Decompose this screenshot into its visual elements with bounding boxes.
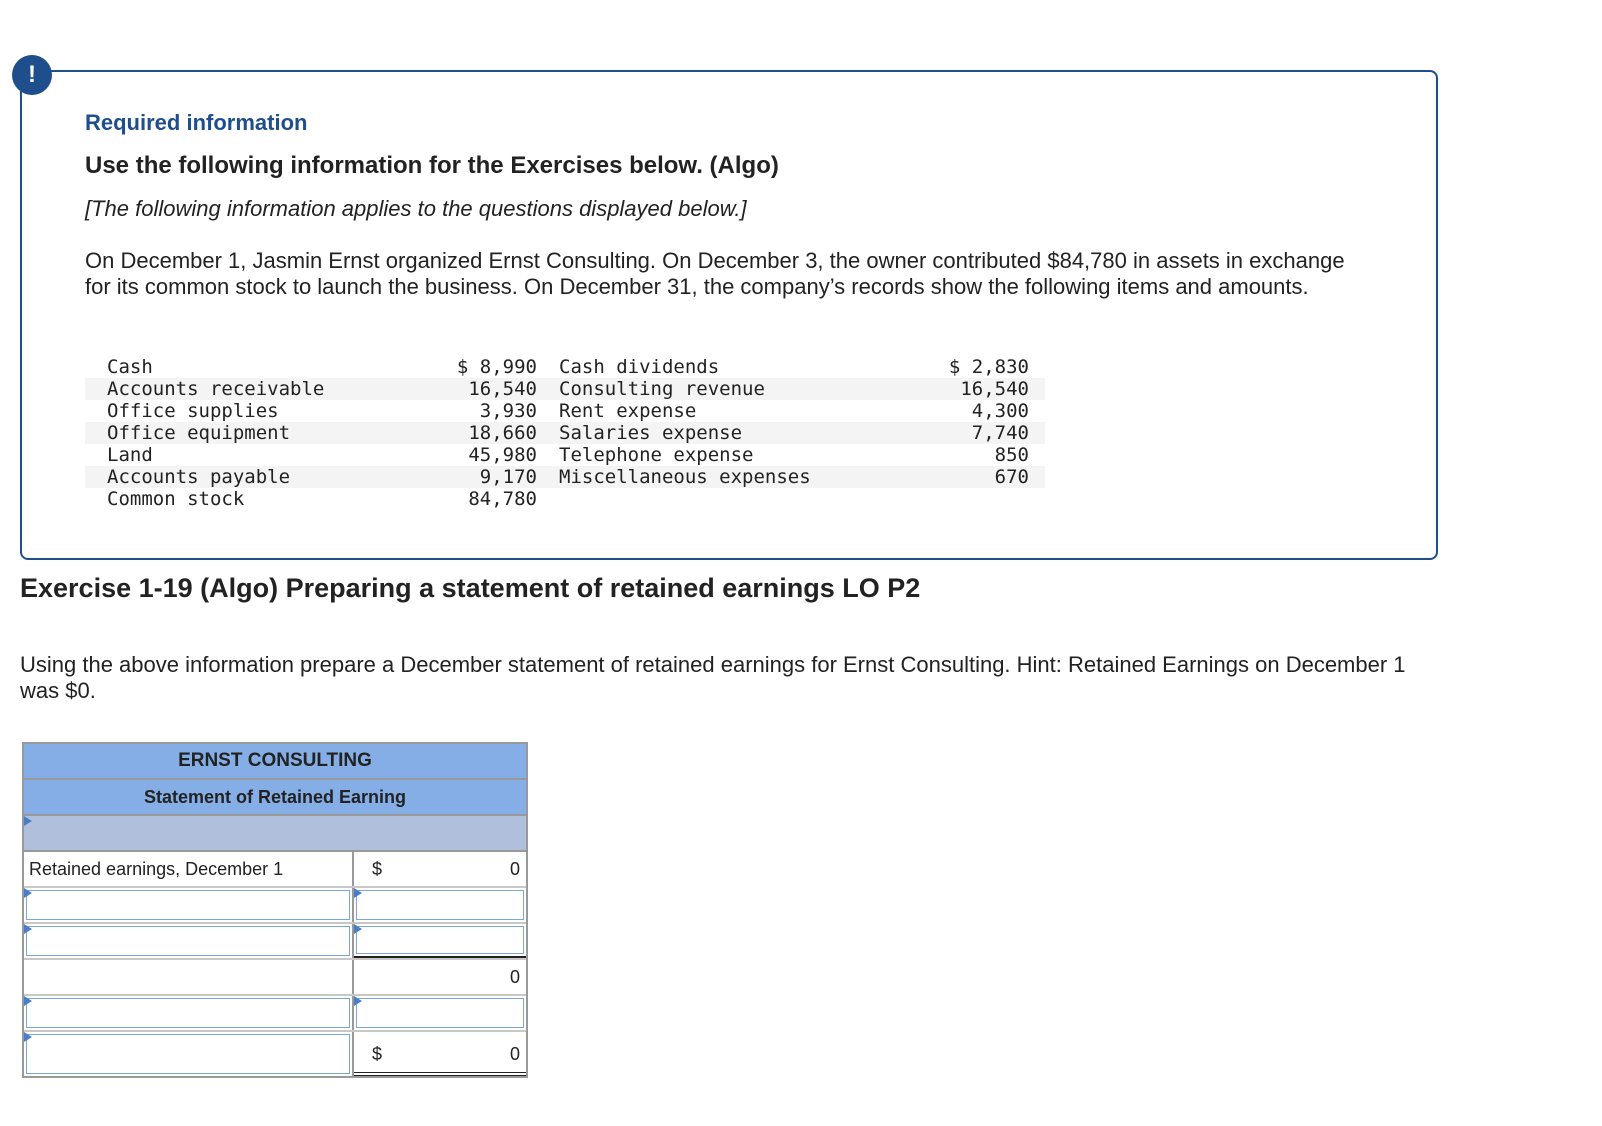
item-name bbox=[547, 488, 929, 510]
amount-input[interactable] bbox=[356, 998, 524, 1028]
table-row bbox=[85, 356, 1045, 378]
item-name: Telephone expense bbox=[559, 444, 754, 466]
row-amount-cell bbox=[354, 996, 526, 1030]
table-row bbox=[24, 852, 526, 888]
alert-icon: ! bbox=[12, 55, 52, 95]
dollar-sign: $ bbox=[372, 1044, 383, 1064]
item-value: 7,740 bbox=[929, 422, 1045, 444]
dropdown-marker-icon bbox=[24, 888, 32, 898]
item-value: 670 bbox=[929, 466, 1045, 488]
table-row bbox=[85, 422, 1045, 444]
amount-input[interactable] bbox=[356, 926, 524, 954]
item-value: 9,170 bbox=[417, 466, 547, 488]
dropdown-marker-icon bbox=[354, 996, 362, 1006]
statement-company-name: ERNST CONSULTING bbox=[24, 744, 526, 780]
table-row bbox=[24, 996, 526, 1032]
table-row bbox=[85, 488, 1045, 510]
required-info-heading: Required information bbox=[85, 110, 308, 135]
table-row bbox=[85, 378, 1045, 400]
item-name: Office supplies bbox=[107, 400, 279, 422]
label-input[interactable] bbox=[26, 1034, 350, 1074]
item-name: Salaries expense bbox=[547, 422, 929, 444]
item-name: Cash dividends bbox=[559, 356, 720, 378]
amount-value: 0 bbox=[509, 859, 520, 879]
row-label-cell bbox=[24, 996, 354, 1030]
label-input[interactable] bbox=[26, 890, 350, 920]
dropdown-marker-icon bbox=[24, 1032, 32, 1042]
row-label-cell bbox=[24, 924, 354, 958]
intro-paragraph: On December 1, Jasmin Ernst organized Ernst Consulting. On December 3, the owner contributed $84,780 in assets in exchange for its common stock to launch the business. On December 31, the company’s records show the following items and amounts. bbox=[85, 248, 1345, 299]
item-value: 84,780 bbox=[468, 488, 537, 510]
item-name: Common stock bbox=[107, 488, 245, 510]
item-value: $ 8,990 bbox=[456, 356, 537, 378]
row-label-cell bbox=[24, 888, 354, 922]
dropdown-marker-icon bbox=[354, 888, 362, 898]
label-input[interactable] bbox=[26, 998, 350, 1028]
exercise-instructions: Using the above information prepare a December statement of retained earnings for Ernst Consulting. Hint: Retained Earnings on December 1 was $0. bbox=[20, 652, 1406, 703]
row-amount-cell bbox=[354, 924, 526, 958]
table-row bbox=[85, 466, 1045, 488]
row-label-cell bbox=[24, 1032, 354, 1076]
amount-input[interactable] bbox=[356, 890, 524, 920]
dropdown-marker-icon bbox=[24, 816, 32, 826]
total-value: 0 bbox=[509, 1044, 520, 1064]
items-table bbox=[85, 356, 1045, 510]
item-name: Land bbox=[107, 444, 153, 466]
row-amount-cell bbox=[354, 888, 526, 922]
item-name: Rent expense bbox=[559, 400, 697, 422]
applies-note: [The following information applies to the questions displayed below.] bbox=[85, 196, 747, 221]
row-amount bbox=[354, 1032, 526, 1076]
exercise-title: Exercise 1-19 (Algo) Preparing a statement of retained earnings LO P2 bbox=[20, 573, 921, 603]
item-value: 4,300 bbox=[971, 400, 1029, 422]
item-name: Accounts payable bbox=[85, 466, 417, 488]
required-info-box bbox=[20, 70, 1438, 560]
item-value: 18,660 bbox=[417, 422, 547, 444]
table-row bbox=[24, 924, 526, 960]
dropdown-marker-icon bbox=[354, 924, 362, 934]
table-row bbox=[24, 960, 526, 996]
table-row bbox=[24, 1032, 526, 1076]
item-name: Accounts receivable bbox=[85, 378, 417, 400]
dropdown-marker-icon bbox=[24, 924, 32, 934]
item-value: 850 bbox=[994, 444, 1029, 466]
item-value bbox=[929, 488, 1045, 510]
item-name: Cash bbox=[107, 356, 153, 378]
dollar-sign: $ bbox=[372, 859, 383, 879]
use-following-heading: Use the following information for the Exercises below. (Algo) bbox=[85, 152, 779, 179]
label-input[interactable] bbox=[26, 926, 350, 956]
item-value: $ 2,830 bbox=[948, 356, 1029, 378]
item-value: 16,540 bbox=[929, 378, 1045, 400]
item-name: Miscellaneous expenses bbox=[547, 466, 929, 488]
dropdown-marker-icon bbox=[24, 996, 32, 1006]
statement-date-input[interactable] bbox=[24, 816, 526, 852]
row-amount bbox=[354, 960, 526, 994]
row-label bbox=[24, 960, 354, 994]
subtotal-value: 0 bbox=[509, 967, 520, 987]
retained-earnings-statement bbox=[22, 742, 528, 1078]
item-name: Consulting revenue bbox=[547, 378, 929, 400]
table-row bbox=[85, 400, 1045, 422]
item-name: Office equipment bbox=[85, 422, 417, 444]
row-label: Retained earnings, December 1 bbox=[24, 852, 354, 886]
row-amount bbox=[354, 852, 526, 886]
statement-title: Statement of Retained Earning bbox=[24, 780, 526, 816]
item-value: 3,930 bbox=[479, 400, 537, 422]
table-row bbox=[85, 444, 1045, 466]
item-value: 16,540 bbox=[417, 378, 547, 400]
table-row bbox=[24, 888, 526, 924]
item-value: 45,980 bbox=[468, 444, 537, 466]
